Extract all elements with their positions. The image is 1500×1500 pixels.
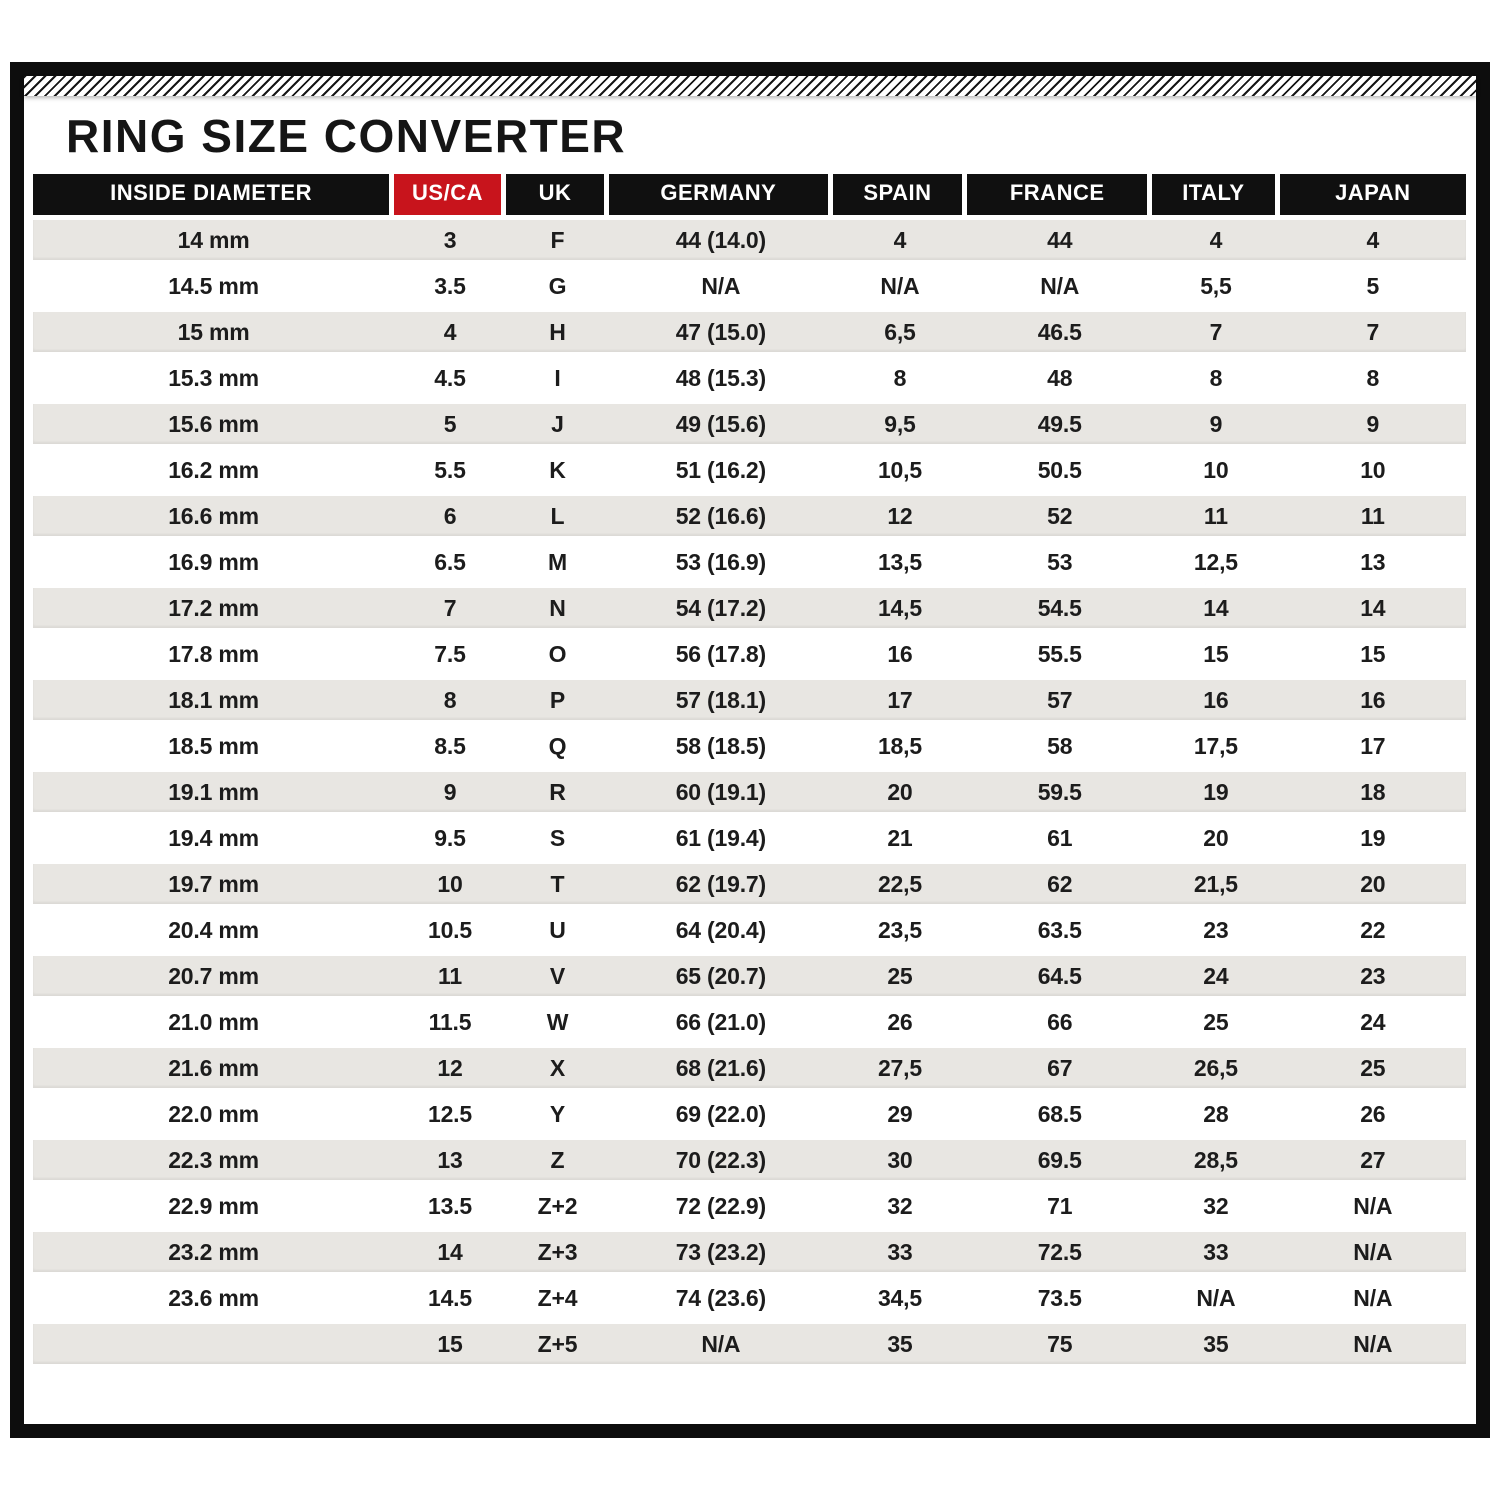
table-cell: 14.5 [428, 1284, 472, 1311]
table-cell: 28,5 [1193, 1146, 1238, 1173]
table-cell: 53 (16.9) [675, 548, 766, 575]
table-row [33, 818, 1466, 864]
table-cell: 15 [437, 1330, 463, 1357]
table-cell: 75 [1047, 1330, 1073, 1357]
table-cell: 63.5 [1037, 916, 1082, 943]
table-cell: 20 [1203, 824, 1229, 851]
table-cell: 54.5 [1037, 594, 1082, 621]
table-cell: 23.2 mm [168, 1238, 259, 1265]
table-row [33, 266, 1466, 312]
table-body [33, 220, 1466, 1370]
hatched-border-band [24, 76, 1476, 96]
table-cell: 10,5 [877, 456, 922, 483]
table-cell: 24 [1360, 1008, 1386, 1035]
table-cell: Z+4 [537, 1284, 578, 1311]
table-cell: Z+3 [537, 1238, 578, 1265]
table-cell: 52 [1047, 502, 1073, 529]
table-cell: W [546, 1008, 569, 1035]
page-title: RING SIZE CONVERTER [66, 110, 627, 162]
table-row [33, 634, 1466, 680]
table-row [33, 358, 1466, 404]
table-cell: 64.5 [1037, 962, 1082, 989]
table-cell: 8 [1366, 364, 1380, 391]
table-cell: 6.5 [434, 548, 466, 575]
table-cell: 19 [1203, 778, 1229, 805]
table-row [33, 542, 1466, 588]
table-cell: 8 [893, 364, 907, 391]
table-row [33, 864, 1466, 910]
table-row [33, 1324, 1466, 1370]
table-cell: 13 [437, 1146, 463, 1173]
table-cell: 25 [887, 962, 913, 989]
table-cell: 72.5 [1037, 1238, 1082, 1265]
table-cell: H [549, 318, 566, 345]
table-cell: M [547, 548, 567, 575]
table-cell: 44 [1047, 226, 1073, 253]
table-cell: 16 [1360, 686, 1386, 713]
table-cell: 49 (15.6) [675, 410, 766, 437]
table-row [33, 1186, 1466, 1232]
table-cell: 15 [1203, 640, 1229, 667]
table-cell: 68 (21.6) [675, 1054, 766, 1081]
table-cell: 8 [1209, 364, 1223, 391]
table-cell: N/A [1353, 1238, 1393, 1265]
table-cell: 15.3 mm [168, 364, 259, 391]
table-cell: 20 [887, 778, 913, 805]
table-cell: 22.3 mm [168, 1146, 259, 1173]
table-cell: 17.8 mm [168, 640, 259, 667]
table-cell: 26 [1360, 1100, 1386, 1127]
table-cell: 16 [1203, 686, 1229, 713]
table-cell: 47 (15.0) [675, 318, 766, 345]
column-header-us-ca: US/CA [394, 174, 506, 215]
table-cell: K [549, 456, 566, 483]
table-cell: 20.4 mm [168, 916, 259, 943]
table-cell: 14 [1203, 594, 1229, 621]
table-cell: Z [550, 1146, 565, 1173]
table-cell: 48 (15.3) [675, 364, 766, 391]
table-cell: 19.7 mm [168, 870, 259, 897]
table-cell: U [549, 916, 566, 943]
table-cell: 61 [1047, 824, 1073, 851]
table-cell: 60 (19.1) [675, 778, 766, 805]
table-cell: N/A [880, 272, 920, 299]
table-cell: 10 [1360, 456, 1386, 483]
table-cell: 9.5 [434, 824, 466, 851]
table-cell: 22,5 [877, 870, 922, 897]
table-cell: 48 [1047, 364, 1073, 391]
table-cell: 13,5 [877, 548, 922, 575]
table-cell: 44 (14.0) [675, 226, 766, 253]
table-cell: 5 [443, 410, 457, 437]
table-row [33, 726, 1466, 772]
table-cell: 69.5 [1037, 1146, 1082, 1173]
table-cell: V [549, 962, 566, 989]
table-cell: 22 [1360, 916, 1386, 943]
table-row [33, 680, 1466, 726]
table-row [33, 496, 1466, 542]
table-cell: 33 [887, 1238, 913, 1265]
table-row [33, 450, 1466, 496]
table-row [33, 588, 1466, 634]
table-cell: G [548, 272, 567, 299]
table-cell: 10.5 [428, 916, 472, 943]
column-header-italy: ITALY [1152, 174, 1280, 215]
table-cell: F [550, 226, 565, 253]
column-header-germany: GERMANY [609, 174, 833, 215]
table-cell: 49.5 [1037, 410, 1082, 437]
table-cell: 20.7 mm [168, 962, 259, 989]
table-cell: X [549, 1054, 566, 1081]
table-cell: 64 (20.4) [675, 916, 766, 943]
table-cell: 23.6 mm [168, 1284, 259, 1311]
table-cell: 9 [1366, 410, 1380, 437]
table-row [33, 772, 1466, 818]
table-cell: 66 [1047, 1008, 1073, 1035]
table-cell: 22.0 mm [168, 1100, 259, 1127]
table-cell: 18.1 mm [168, 686, 259, 713]
table-cell: 18,5 [877, 732, 922, 759]
table-cell: 17 [887, 686, 913, 713]
table-cell: 34,5 [877, 1284, 922, 1311]
table-cell: 17,5 [1193, 732, 1238, 759]
table-cell: 4 [893, 226, 907, 253]
table-cell: N/A [701, 1330, 741, 1357]
table-row [33, 910, 1466, 956]
table-cell: 73.5 [1037, 1284, 1082, 1311]
table-cell: J [551, 410, 564, 437]
table-cell: 6,5 [884, 318, 916, 345]
table-cell: T [550, 870, 565, 897]
table-cell: 7 [443, 594, 457, 621]
table-cell: 14 [1360, 594, 1386, 621]
table-cell: 7.5 [434, 640, 466, 667]
table-cell: 4 [1366, 226, 1380, 253]
table-cell: P [549, 686, 566, 713]
table-cell: 72 (22.9) [675, 1192, 766, 1219]
table-cell: 35 [1203, 1330, 1229, 1357]
table-cell: 26 [887, 1008, 913, 1035]
table-cell: 33 [1203, 1238, 1229, 1265]
table-row [33, 404, 1466, 450]
table-cell: L [550, 502, 565, 529]
table-cell: 15 [1360, 640, 1386, 667]
table-cell: 14 [437, 1238, 463, 1265]
table-cell: Y [549, 1100, 566, 1127]
table-cell: 62 [1047, 870, 1073, 897]
table-cell: 32 [887, 1192, 913, 1219]
column-header-spain: SPAIN [833, 174, 968, 215]
table-cell: 5,5 [1200, 272, 1232, 299]
table-cell: O [548, 640, 567, 667]
table-row [33, 1140, 1466, 1186]
table-cell: 57 (18.1) [675, 686, 766, 713]
table-cell: 14 mm [177, 226, 250, 253]
table-cell: 61 (19.4) [675, 824, 766, 851]
table-cell: 3 [443, 226, 457, 253]
table-cell: 25 [1360, 1054, 1386, 1081]
table-cell: 7 [1366, 318, 1380, 345]
table-cell: 10 [1203, 456, 1229, 483]
table-cell: 9 [443, 778, 457, 805]
table-cell: 66 (21.0) [675, 1008, 766, 1035]
table-cell: 6 [443, 502, 457, 529]
table-cell: 70 (22.3) [675, 1146, 766, 1173]
table-cell: 32 [1203, 1192, 1229, 1219]
table-cell: 14,5 [877, 594, 922, 621]
table-cell: 54 (17.2) [675, 594, 766, 621]
table-cell: 3.5 [434, 272, 466, 299]
table-cell: 26,5 [1193, 1054, 1238, 1081]
table-cell: 19 [1360, 824, 1386, 851]
table-cell: 10 [437, 870, 463, 897]
table-cell: 4.5 [434, 364, 466, 391]
column-header-inside-diameter: INSIDE DIAMETER [33, 174, 394, 215]
table-cell: 24 [1203, 962, 1229, 989]
table-cell: 50.5 [1037, 456, 1082, 483]
table-cell: 21 [887, 824, 913, 851]
table-cell: 18 [1360, 778, 1386, 805]
table-cell: 30 [887, 1146, 913, 1173]
table-cell: 19.1 mm [168, 778, 259, 805]
table-cell: 9 [1209, 410, 1223, 437]
table-cell: 13.5 [428, 1192, 472, 1219]
chart-frame [10, 62, 1490, 1438]
table-cell: 67 [1047, 1054, 1073, 1081]
table-cell: 12 [887, 502, 913, 529]
table-cell: 73 (23.2) [675, 1238, 766, 1265]
table-row [33, 1278, 1466, 1324]
table-row [33, 956, 1466, 1002]
table-cell: 9,5 [884, 410, 916, 437]
table-row [33, 312, 1466, 358]
table-row [33, 220, 1466, 266]
column-header-france: FRANCE [967, 174, 1152, 215]
table-cell: 16.6 mm [168, 502, 259, 529]
table-cell: 16 [887, 640, 913, 667]
table-cell: 21.6 mm [168, 1054, 259, 1081]
table-cell: 35 [887, 1330, 913, 1357]
table-cell: 23,5 [877, 916, 922, 943]
table-cell: 18.5 mm [168, 732, 259, 759]
table-cell: N/A [701, 272, 741, 299]
table-cell: 27,5 [877, 1054, 922, 1081]
table-cell: R [549, 778, 566, 805]
table-cell: 5.5 [434, 456, 466, 483]
table-cell: 51 (16.2) [675, 456, 766, 483]
column-header-japan: JAPAN [1280, 174, 1466, 215]
table-cell: 65 (20.7) [675, 962, 766, 989]
table-cell: 11 [438, 962, 462, 989]
table-cell: 69 (22.0) [675, 1100, 766, 1127]
table-cell: 23 [1360, 962, 1386, 989]
table-cell: 11 [1203, 502, 1228, 529]
table-cell: S [549, 824, 566, 851]
table-cell: N [549, 594, 566, 621]
table-cell: 74 (23.6) [675, 1284, 766, 1311]
table-cell: 15 mm [177, 318, 250, 345]
table-cell: Z+5 [537, 1330, 578, 1357]
table-cell: Q [548, 732, 567, 759]
table-cell: 59.5 [1037, 778, 1082, 805]
table-cell: 17 [1360, 732, 1386, 759]
table-cell: 62 (19.7) [675, 870, 766, 897]
table-cell: 16.2 mm [168, 456, 259, 483]
table-cell: 28 [1203, 1100, 1229, 1127]
table-cell: 12,5 [1193, 548, 1238, 575]
table-cell: 68.5 [1037, 1100, 1082, 1127]
table-cell: 22.9 mm [168, 1192, 259, 1219]
table-cell: 8.5 [434, 732, 466, 759]
table-cell: 52 (16.6) [675, 502, 766, 529]
table-cell: N/A [1353, 1284, 1393, 1311]
table-cell: 53 [1047, 548, 1073, 575]
table-header [33, 174, 1466, 215]
table-cell: 23 [1203, 916, 1229, 943]
table-cell: 17.2 mm [168, 594, 259, 621]
table-cell: 19.4 mm [168, 824, 259, 851]
table-cell: 56 (17.8) [675, 640, 766, 667]
table-cell: Z+2 [537, 1192, 578, 1219]
table-cell: 55.5 [1037, 640, 1082, 667]
table-cell: N/A [1196, 1284, 1236, 1311]
table-row [33, 1002, 1466, 1048]
table-cell: 12 [437, 1054, 463, 1081]
table-row [33, 1232, 1466, 1278]
table-cell: N/A [1040, 272, 1080, 299]
table-cell: 58 [1047, 732, 1073, 759]
table-cell: 8 [443, 686, 457, 713]
table-cell: 21.0 mm [168, 1008, 259, 1035]
table-cell: 57 [1047, 686, 1073, 713]
table-row [33, 1048, 1466, 1094]
table-cell: 5 [1366, 272, 1380, 299]
table-cell: N/A [1353, 1330, 1393, 1357]
table-cell: 16.9 mm [168, 548, 259, 575]
table-cell: 21,5 [1193, 870, 1238, 897]
table-cell: 11 [1360, 502, 1385, 529]
table-cell: 4 [1209, 226, 1223, 253]
table-cell: 71 [1047, 1192, 1073, 1219]
table-row [33, 1094, 1466, 1140]
ring-size-table [33, 174, 1466, 1370]
table-cell: 11.5 [428, 1008, 472, 1035]
table-cell: 12.5 [428, 1100, 472, 1127]
column-header-uk: UK [506, 174, 609, 215]
table-cell: 4 [443, 318, 457, 345]
table-cell: 29 [887, 1100, 913, 1127]
table-cell: 46.5 [1037, 318, 1082, 345]
table-cell: 58 (18.5) [675, 732, 766, 759]
table-cell: 25 [1203, 1008, 1229, 1035]
table-cell: 15.6 mm [168, 410, 259, 437]
table-cell: 7 [1209, 318, 1223, 345]
table-cell: 13 [1360, 548, 1386, 575]
table-cell: 20 [1360, 870, 1386, 897]
table-cell: 27 [1360, 1146, 1386, 1173]
table-cell: I [554, 364, 561, 391]
table-cell: 14.5 mm [168, 272, 259, 299]
table-cell: N/A [1353, 1192, 1393, 1219]
